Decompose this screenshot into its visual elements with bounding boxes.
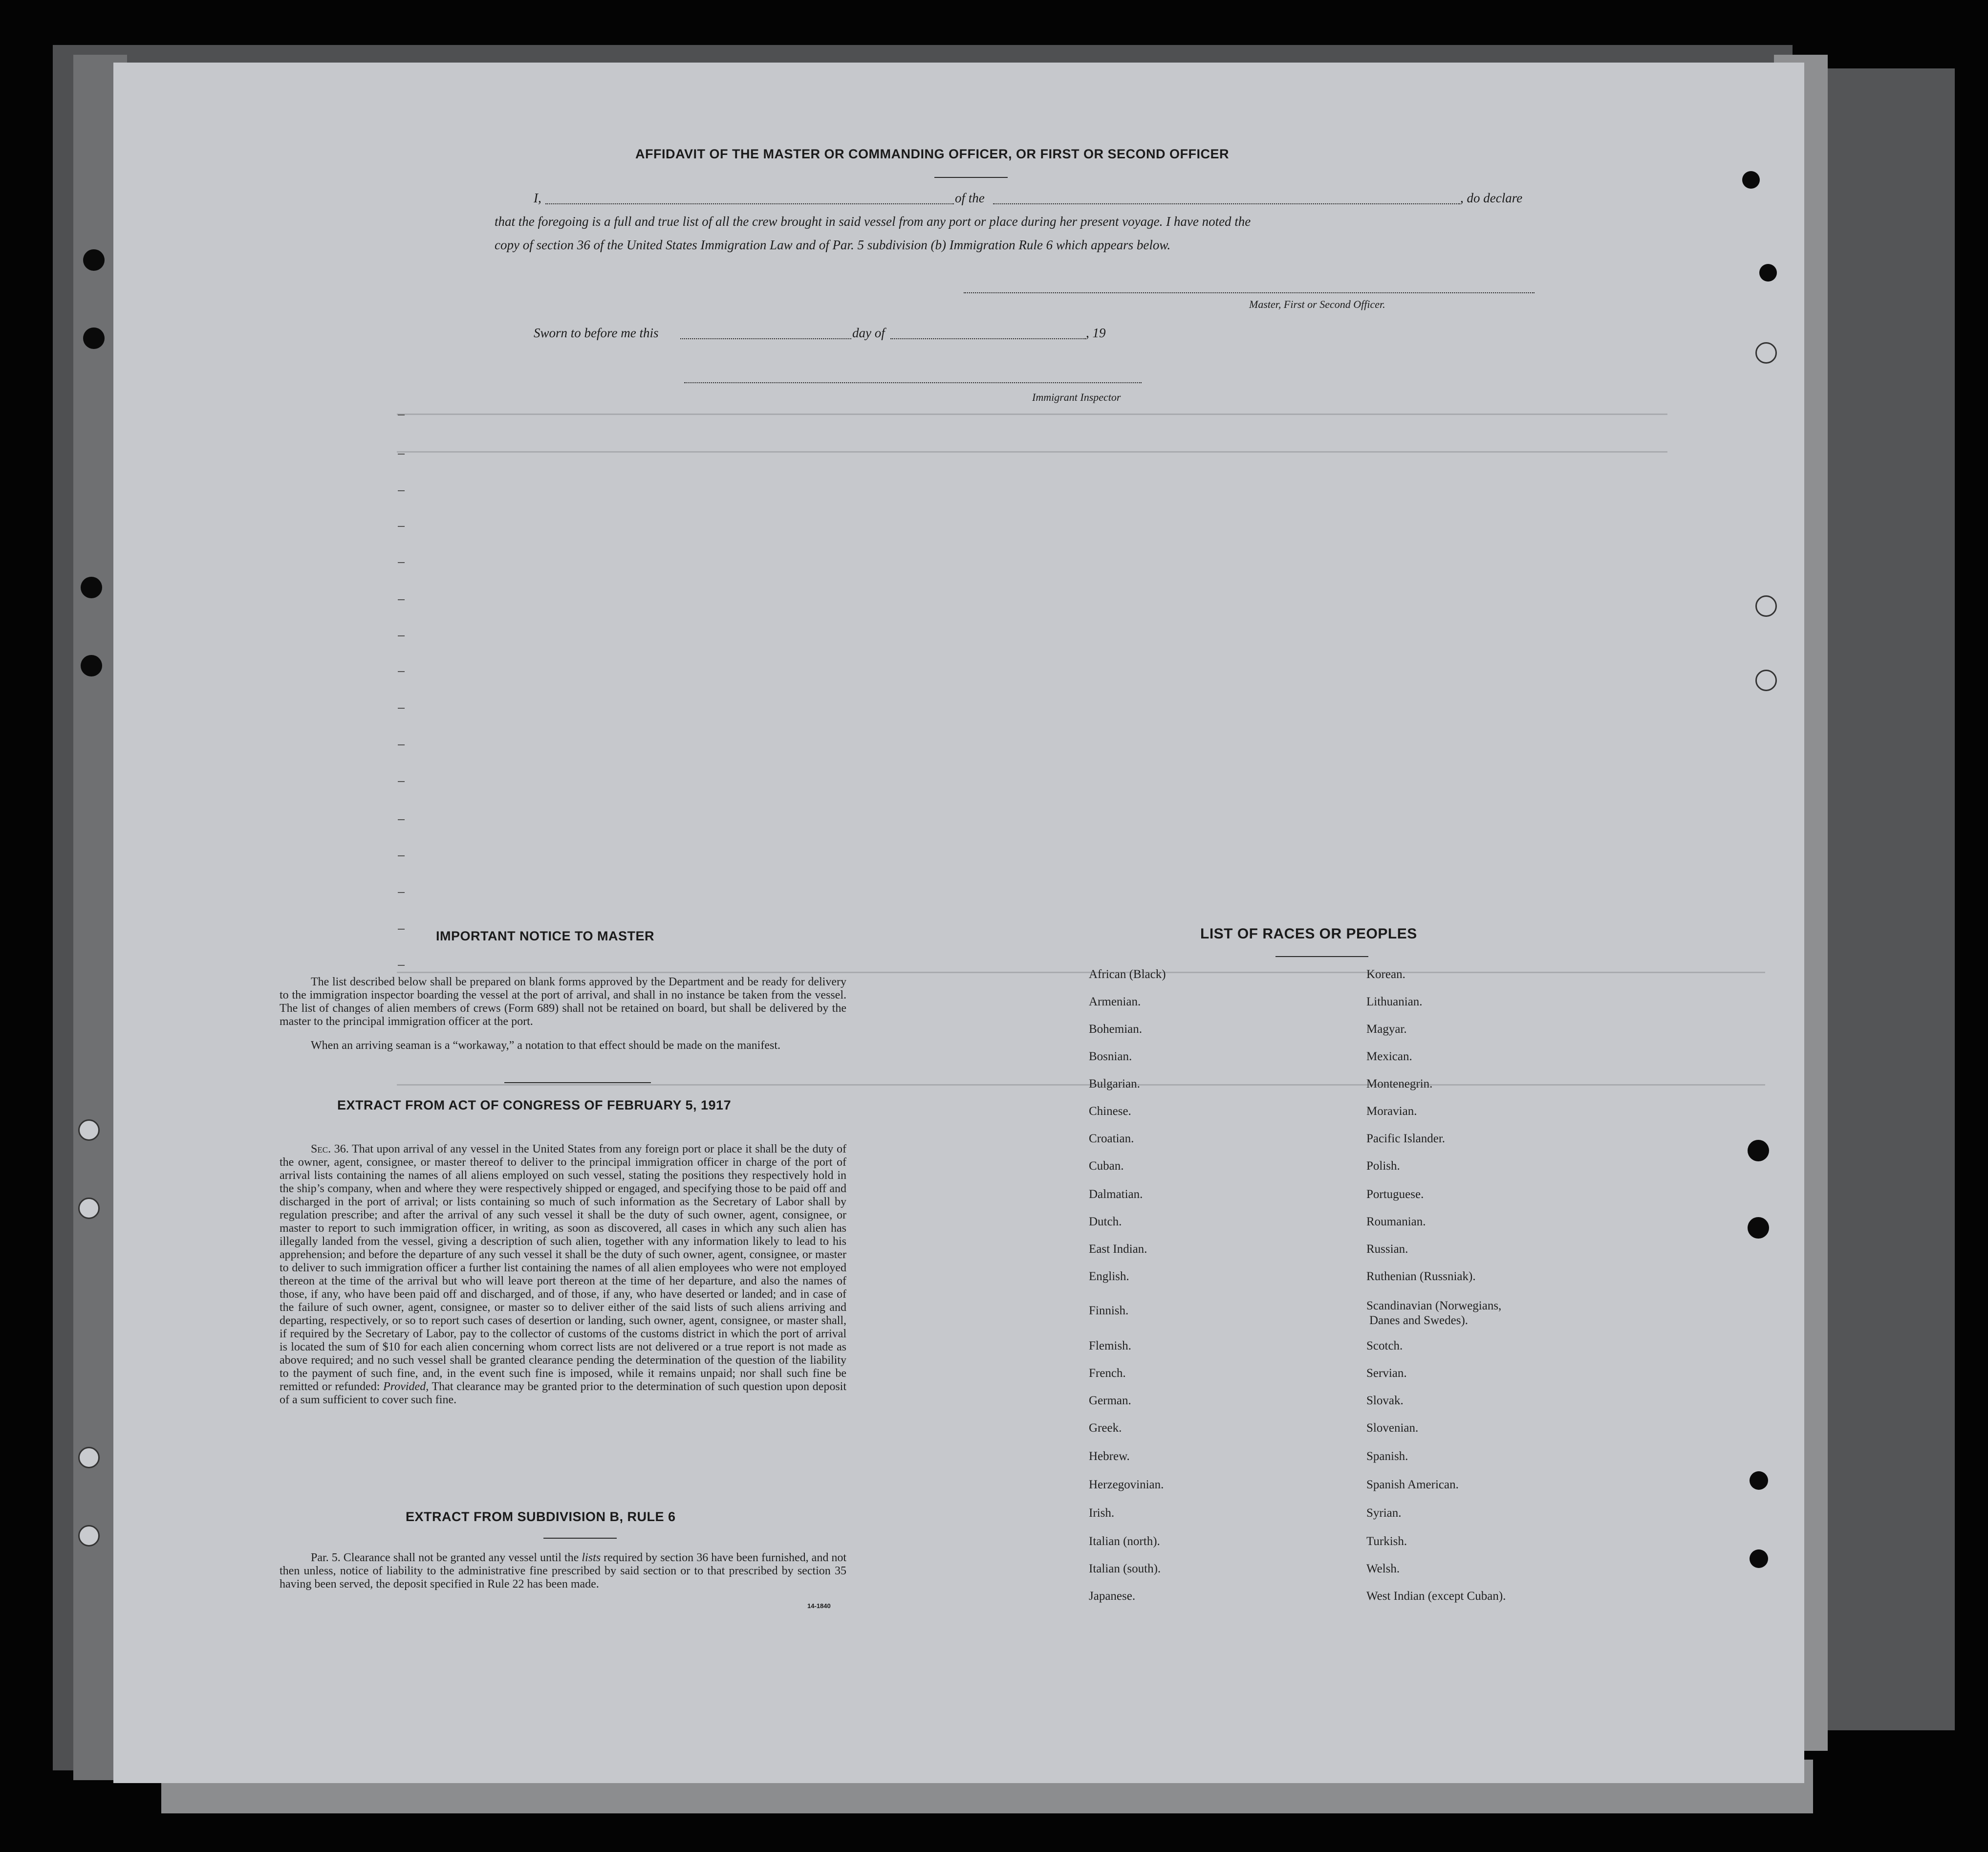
- race-item: French.: [1089, 1367, 1126, 1380]
- race-item: Slovenian.: [1366, 1421, 1419, 1435]
- inspector-signature-line: [684, 382, 1142, 383]
- races-title: LIST OF RACES OR PEOPLES: [1200, 926, 1417, 942]
- race-item: Lithuanian.: [1366, 995, 1423, 1008]
- race-item: African (Black): [1089, 968, 1166, 981]
- binder-hole-icon: [1759, 264, 1777, 282]
- race-item: Spanish.: [1366, 1450, 1408, 1463]
- show-through-line: [397, 451, 1667, 453]
- divider: [1275, 956, 1368, 957]
- race-item: Italian (south).: [1089, 1562, 1161, 1575]
- binder-hole-icon: [1750, 1549, 1768, 1568]
- race-item: Hebrew.: [1089, 1450, 1130, 1463]
- notice-title: IMPORTANT NOTICE TO MASTER: [436, 929, 654, 943]
- binder-hole-icon: [81, 655, 102, 676]
- race-item: English.: [1089, 1270, 1129, 1283]
- notice-paragraph-1: The list described below shall be prepared on blank forms approved by the Department and be ready for delivery to the immigration inspector boarding the vessel at the port of arrival, and shall in no instance be taken from the vessel. The list of changes of alien members of crews (Form 689) shall not be retained on board, but shall be delivered by the master to the principal immigration officer at the port.: [280, 976, 846, 1028]
- extract-act-title: EXTRACT FROM ACT OF CONGRESS OF FEBRUARY 5, 1917: [337, 1098, 732, 1112]
- race-item: Finnish.: [1089, 1304, 1129, 1317]
- race-item: Chinese.: [1089, 1105, 1131, 1118]
- form-number: 14-1840: [807, 1602, 831, 1610]
- form-page: [113, 63, 1804, 1783]
- race-item: Scandinavian (Norwegians,: [1366, 1299, 1502, 1312]
- extract-act-text: [280, 1143, 846, 1407]
- show-through-line: [397, 414, 1667, 415]
- underlying-sheet-right: [1818, 68, 1955, 1730]
- race-item: Portuguese.: [1366, 1188, 1424, 1201]
- signature-label: Master, First or Second Officer.: [1249, 298, 1385, 310]
- race-item: Greek.: [1089, 1421, 1122, 1435]
- binder-hole-icon: [83, 327, 105, 349]
- divider: [543, 1538, 617, 1539]
- race-item: Italian (north).: [1089, 1535, 1160, 1548]
- binder-hole-icon: [1742, 171, 1760, 189]
- race-item: Polish.: [1366, 1159, 1400, 1173]
- race-item: Spanish American.: [1366, 1478, 1459, 1491]
- race-item: Bohemian.: [1089, 1023, 1143, 1036]
- race-item: Cuban.: [1089, 1159, 1124, 1173]
- race-item: Bulgarian.: [1089, 1077, 1140, 1090]
- race-item: Dutch.: [1089, 1215, 1122, 1228]
- race-item: Armenian.: [1089, 995, 1141, 1008]
- binder-hole-icon: [1755, 595, 1777, 617]
- rule-text-b: required by section 36 have been furnished, and not then unless, notice of liability to the administrative fine prescribed by said section or to that prescribed by section 35 having been served, the deposit specified in Rule 22 has been made.: [280, 1551, 847, 1591]
- section-36-text-end: That clearance may be granted prior to the determination of such question upon deposit of a sum sufficient to cover such fine.: [280, 1380, 847, 1406]
- affidavit-line3: copy of section 36 of the United States Immigration Law and of Par. 5 subdivision (b) Immigration Rule 6 which appears below.: [495, 238, 1171, 252]
- race-item: Bosnian.: [1089, 1050, 1132, 1063]
- race-item: Scotch.: [1366, 1339, 1403, 1352]
- show-through-line: [397, 1084, 1765, 1086]
- divider: [504, 1082, 651, 1083]
- sworn-year: , 19: [1086, 326, 1106, 340]
- month-blank-line: [890, 338, 1086, 339]
- affidavit-do-declare: , do declare: [1460, 191, 1523, 205]
- race-item: Flemish.: [1089, 1339, 1131, 1352]
- race-item: Magyar.: [1366, 1023, 1407, 1036]
- race-item: Korean.: [1366, 968, 1405, 981]
- race-item: Moravian.: [1366, 1105, 1417, 1118]
- name-blank-line: [545, 203, 954, 204]
- race-item: Dalmatian.: [1089, 1188, 1143, 1201]
- race-item: Mexican.: [1366, 1050, 1412, 1063]
- binder-hole-icon: [1755, 670, 1777, 691]
- race-item: Welsh.: [1366, 1562, 1400, 1575]
- inspector-label: Immigrant Inspector: [1032, 391, 1121, 403]
- race-item: Herzegovinian.: [1089, 1478, 1164, 1491]
- race-item: East Indian.: [1089, 1242, 1147, 1256]
- race-item: Roumanian.: [1366, 1215, 1426, 1228]
- binder-hole-icon: [1750, 1471, 1768, 1490]
- rule-text-a: Par. 5. Clearance shall not be granted any vessel until the: [311, 1551, 579, 1564]
- race-item: Ruthenian (Russniak).: [1366, 1270, 1476, 1283]
- sworn-text: Sworn to before me this: [534, 326, 659, 340]
- affidavit-of-the: of the: [955, 191, 985, 205]
- race-item: Syrian.: [1366, 1506, 1402, 1520]
- race-item: Turkish.: [1366, 1535, 1407, 1548]
- provided-word: Provided,: [383, 1380, 429, 1393]
- race-item: Montenegrin.: [1366, 1077, 1433, 1090]
- notice-paragraph-2: When an arriving seaman is a “workaway,” a notation to that effect should be made on the manifest.: [311, 1039, 780, 1052]
- race-item: Servian.: [1366, 1367, 1407, 1380]
- race-item: Russian.: [1366, 1242, 1408, 1256]
- binder-hole-icon: [78, 1119, 100, 1141]
- race-item: Pacific Islander.: [1366, 1132, 1446, 1145]
- race-item: Irish.: [1089, 1506, 1115, 1520]
- day-blank-line: [680, 338, 851, 339]
- section-36-text: That upon arrival of any vessel in the United States from any foreign port or place it shall be the duty of the owner, agent, consignee, or master thereof to deliver to the principal immigration officer in charge of the port of arrival lists containing the names of all aliens employed on such vessel, stating the positions they respectively hold in the ship’s company, when and where they were respectively shipped or engaged, and specifying those to be paid off and discharged in the port of arrival; or lists containing so much of such information as the Secretary of Labor shall by regulation prescribe; and after the arrival of any such vessel it shall be the duty of such owner, agent, consignee, or master to report to such immigration officer, in writing, as soon as discovered, all cases in which any such alien has illegally landed from the vessel, giving a description of such alien, together with any information likely to lead to his apprehension; and before the departure of any such vessel it shall be the duty of such owner, agent, consignee, or master to deliver to such immigration officer a further list containing the names of all alien employees who were not employed thereon at the time of the arrival but who will leave port thereon at the time of her departure, and also the names of those, if any, who have been paid off and discharged, and of those, if any, who have deserted or landed; and in case of the failure of such owner, agent, consignee, or master so to deliver either of the said lists of such aliens arriving and departing, respectively, or so to report such cases of desertion or landing, such owner, agent, consignee, or master shall, if required by the Secretary of Labor, pay to the collector of customs of the customs district in which the port of arrival is located the sum of $10 for each alien concerning whom correct lists are not delivered or a true report is not made as above required; and no such vessel shall be granted clearance pending the determination of the question of the liability to the payment of such fine, and, in the event such fine is imposed, while it remains unpaid; nor shall such fine be remitted or refunded:: [280, 1143, 846, 1393]
- affidavit-title: AFFIDAVIT OF THE MASTER OR COMMANDING OFFICER, OR FIRST OR SECOND OFFICER: [635, 147, 1229, 161]
- race-item: German.: [1089, 1394, 1131, 1407]
- binder-hole-icon: [78, 1525, 100, 1547]
- sworn-day-of: day of: [852, 326, 885, 340]
- binder-hole-icon: [1748, 1140, 1769, 1161]
- show-through-line: [397, 972, 1765, 973]
- binder-hole-icon: [78, 1447, 100, 1468]
- binder-hole-icon: [1755, 342, 1777, 364]
- race-item: Japanese.: [1089, 1590, 1136, 1603]
- race-item: West Indian (except Cuban).: [1366, 1590, 1506, 1603]
- section-label: Sec. 36.: [311, 1143, 349, 1155]
- signature-line: [964, 292, 1534, 293]
- lists-word: lists: [582, 1551, 601, 1564]
- binder-hole-icon: [83, 249, 105, 271]
- extract-rule-text: [280, 1551, 846, 1591]
- race-continuation: Danes and Swedes).: [1369, 1314, 1469, 1327]
- binder-hole-icon: [1748, 1217, 1769, 1239]
- race-item: Slovak.: [1366, 1394, 1404, 1407]
- affidavit-i: I,: [534, 191, 541, 205]
- vessel-blank-line: [993, 203, 1460, 204]
- extract-rule-title: EXTRACT FROM SUBDIVISION B, RULE 6: [406, 1509, 676, 1524]
- affidavit-line2: that the foregoing is a full and true list of all the crew brought in said vessel from any port or place during her present voyage. I have noted the: [495, 214, 1251, 229]
- race-item: Croatian.: [1089, 1132, 1134, 1145]
- binder-hole-icon: [78, 1198, 100, 1219]
- binder-hole-icon: [81, 577, 102, 598]
- divider: [934, 177, 1008, 178]
